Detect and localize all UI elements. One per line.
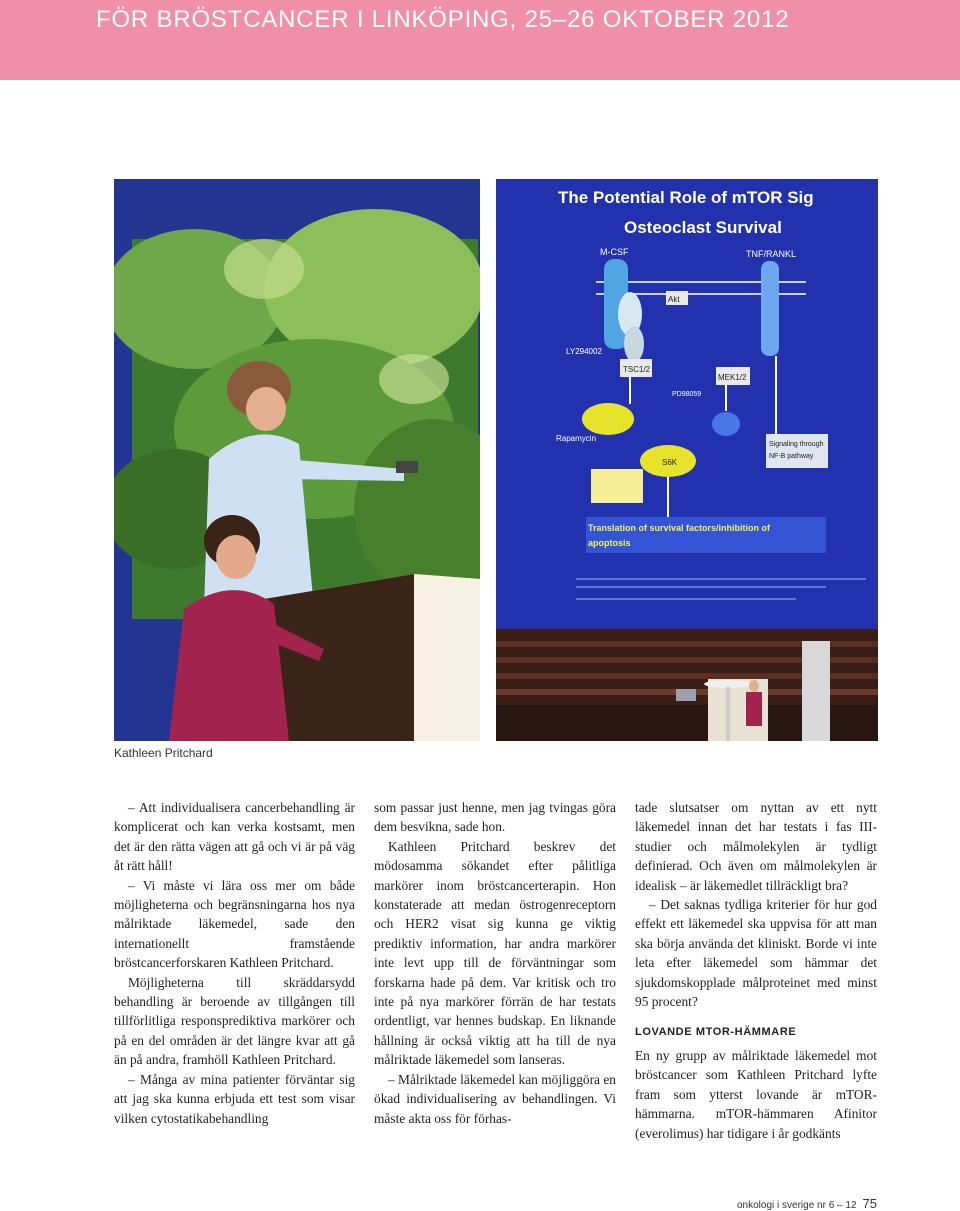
photo-lecture-hall-slide bbox=[496, 179, 878, 741]
photo-speaker-podium bbox=[114, 179, 480, 741]
text-column-3 bbox=[635, 798, 877, 1143]
page-header-band bbox=[0, 0, 960, 80]
header-title: FÖR BRÖSTCANCER I LINKÖPING, 25–26 OKTOBER 2012 bbox=[96, 6, 790, 33]
slide-label-mek: MEK1/2 bbox=[718, 373, 747, 382]
paragraph: En ny grupp av målriktade läkemedel mot bröstcancer som Kathleen Pritchard lyfte fram som ytterst lovande är mTOR-hämmarna. mTOR-hämmaren Afinitor (everolimus) har tidigare i år godkänts bbox=[635, 1047, 877, 1141]
slide-label-ly294002: LY294002 bbox=[566, 347, 602, 356]
paragraph: – Målriktade läkemedel kan möjliggöra en ökad individualisering av behandlingen. Vi måste akta oss för förhas- bbox=[374, 1071, 616, 1126]
paragraph: som passar just henne, men jag tvingas göra dem besvikna, sade hon. bbox=[374, 800, 616, 835]
slide-title-1: The Potential Role of mTOR Sig bbox=[558, 188, 814, 207]
slide-label-mcsf: M-CSF bbox=[600, 247, 629, 257]
slide-label-tsc: TSC1/2 bbox=[623, 365, 651, 374]
paragraph: – Att individualisera cancerbehandling är komplicerat och kan verka kostsamt, men det är den rätta vägen att gå och vi är på väg åt rätt håll! bbox=[114, 800, 355, 874]
paragraph: Möjligheterna till skräddarsydd behandling är beroende av tillgången till tillförlitliga responsprediktiva markörer och på en del områden är det längre kvar att gå än på andra, framhöll Kathleen Pritchard. bbox=[114, 974, 355, 1068]
slide-label-tnf: TNF/RANKL bbox=[746, 249, 797, 259]
slide-photo-illustration bbox=[496, 179, 878, 741]
text-column-1 bbox=[114, 798, 355, 1128]
text-column-2 bbox=[374, 798, 616, 1128]
paragraph: tade slutsatser om nyttan av ett nytt läkemedel innan det har testats i fas III-studier och målmolekylen är tydligt definierad. Och även om målmolekylen är idealisk – är läkemedlet tillräckligt bra? bbox=[635, 800, 877, 893]
slide-label-rapamycin: Rapamycin bbox=[556, 434, 597, 443]
slide-label-translation-1: Translation of survival factors/inhibition of bbox=[588, 523, 771, 533]
page-footer bbox=[700, 1196, 877, 1211]
slide-label-pd98059: PD98059 bbox=[672, 391, 702, 398]
paragraph: – Vi måste vi lära oss mer om både möjligheterna och begränsningarna hos nya målriktade läkemedel, sade den internationellt framstående bröstcancerforskaren Kathleen Pritchard. bbox=[114, 877, 355, 971]
paragraph: – Många av mina patienter förväntar sig att jag ska kunna erbjuda ett test som visar vilken cytostatikabehandling bbox=[114, 1071, 355, 1126]
slide-label-signal-1: Signaling through bbox=[769, 441, 824, 448]
slide-title-2: Osteoclast Survival bbox=[624, 218, 782, 237]
page-number: 75 bbox=[862, 1196, 877, 1211]
section-subheading: LOVANDE MTOR-HÄMMARE bbox=[635, 1026, 797, 1039]
slide-label-translation-2: apoptosis bbox=[588, 538, 631, 548]
journal-name: onkologi i sverige nr 6 – 12 bbox=[737, 1200, 857, 1211]
slide-label-akt: Akt bbox=[668, 295, 680, 304]
photo-caption: Kathleen Pritchard bbox=[114, 746, 213, 760]
paragraph: – Det saknas tydliga kriterier för hur god effekt ett läkemedel ska uppvisa för att man ska börja använda det kliniskt. Borde vi inte leta efter läkemedel som hämmar det sjukdomskopplade målproteinet med minst 95 procent? bbox=[635, 897, 877, 1010]
speaker-photo-illustration bbox=[114, 179, 480, 741]
slide-label-s6k: S6K bbox=[662, 458, 678, 467]
paragraph: Kathleen Pritchard beskrev det mödosamma sökandet efter pålitliga markörer inom bröstcancerterapin. Hon konstaterade att medan östrogenreceptorn och HER2 visat sig kunna ge viktig prediktiv information, har andra markörer inte levt upp till de förväntningar som forskarna hade på dem. Var kritisk och tro inte på nya markörer förrän de har testats ordentligt, var hennes budskap. En liknande hållning är också viktig att ha till de nya målriktade läkemedel som lanseras. bbox=[374, 838, 616, 1068]
slide-label-signal-2: NF-B pathway bbox=[769, 453, 814, 460]
